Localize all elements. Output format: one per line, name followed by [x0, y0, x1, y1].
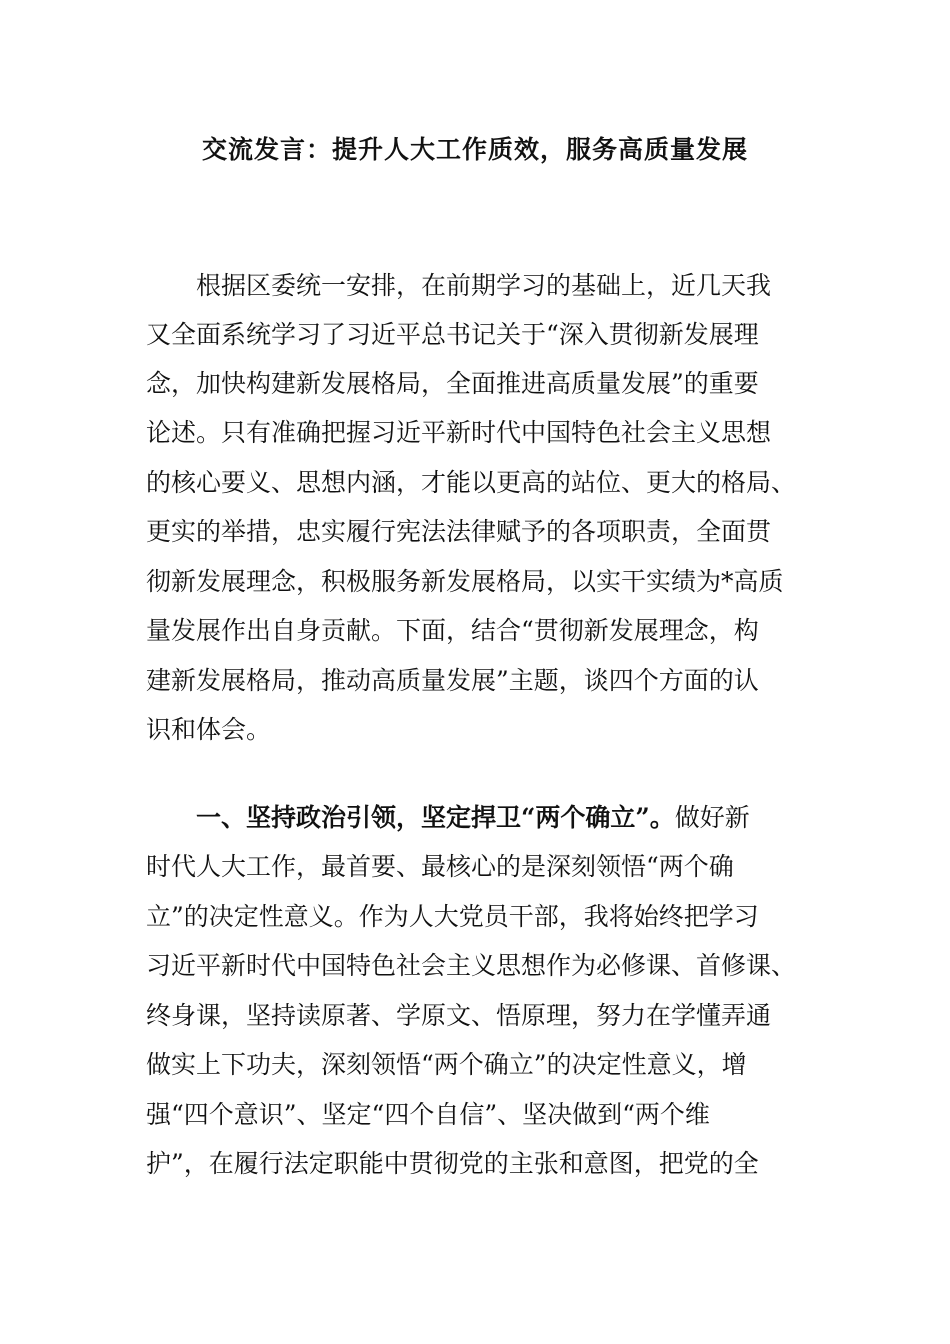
- paragraph-1-line-10: 识和体会。: [146, 715, 272, 744]
- paragraph-2-line-1: [196, 800, 750, 836]
- paragraph-2-line-8: 护”，在履行法定职能中贯彻党的主张和意图，把党的全: [146, 1149, 759, 1178]
- paragraph-1-line-2: 又全面系统学习了习近平总书记关于“深入贯彻新发展理: [146, 320, 759, 349]
- paragraph-2-line-4: 习近平新时代中国特色社会主义思想作为必修课、首修课、: [146, 951, 797, 980]
- paragraph-2-line-2: 时代人大工作，最首要、最核心的是深刻领悟“两个确: [146, 852, 734, 881]
- paragraph-2-line-3: 立”的决定性意义。作为人大党员干部，我将始终把学习: [146, 902, 759, 931]
- section-heading: 一、坚持政治引领，坚定捍卫“两个确立”。: [196, 803, 675, 832]
- paragraph-2-line-5: 终身课，坚持读原著、学原文、悟原理，努力在学懂弄通: [146, 1001, 772, 1030]
- paragraph-1-line-9: 建新发展格局，推动高质量发展”主题，谈四个方面的认: [146, 666, 759, 695]
- paragraph-1-line-3: 念，加快构建新发展格局，全面推进高质量发展”的重要: [146, 369, 759, 398]
- paragraph-1-line-7: 彻新发展理念，积极服务新发展格局，以实干实绩为*高质: [146, 567, 784, 596]
- paragraph-1-line-1: 根据区委统一安排，在前期学习的基础上，近几天我: [196, 271, 772, 300]
- paragraph-1-line-4: 论述。只有准确把握习近平新时代中国特色社会主义思想: [146, 418, 772, 447]
- paragraph-2-line-7: 强“四个意识”、坚定“四个自信”、坚决做到“两个维: [146, 1100, 710, 1129]
- paragraph-1-line-5: 的核心要义、思想内涵，才能以更高的站位、更大的格局、: [146, 468, 797, 497]
- paragraph-2-line-6: 做实上下功夫，深刻领悟“两个确立”的决定性意义，增: [146, 1050, 747, 1079]
- paragraph-1-line-6: 更实的举措，忠实履行宪法法律赋予的各项职责，全面贯: [146, 517, 772, 546]
- paragraph-2-line-1-rest: 做好新: [674, 803, 750, 832]
- paragraph-1-line-8: 量发展作出自身贡献。下面，结合“贯彻新发展理念，构: [146, 616, 759, 645]
- document-title: 交流发言：提升人大工作质效，服务高质量发展: [201, 135, 748, 164]
